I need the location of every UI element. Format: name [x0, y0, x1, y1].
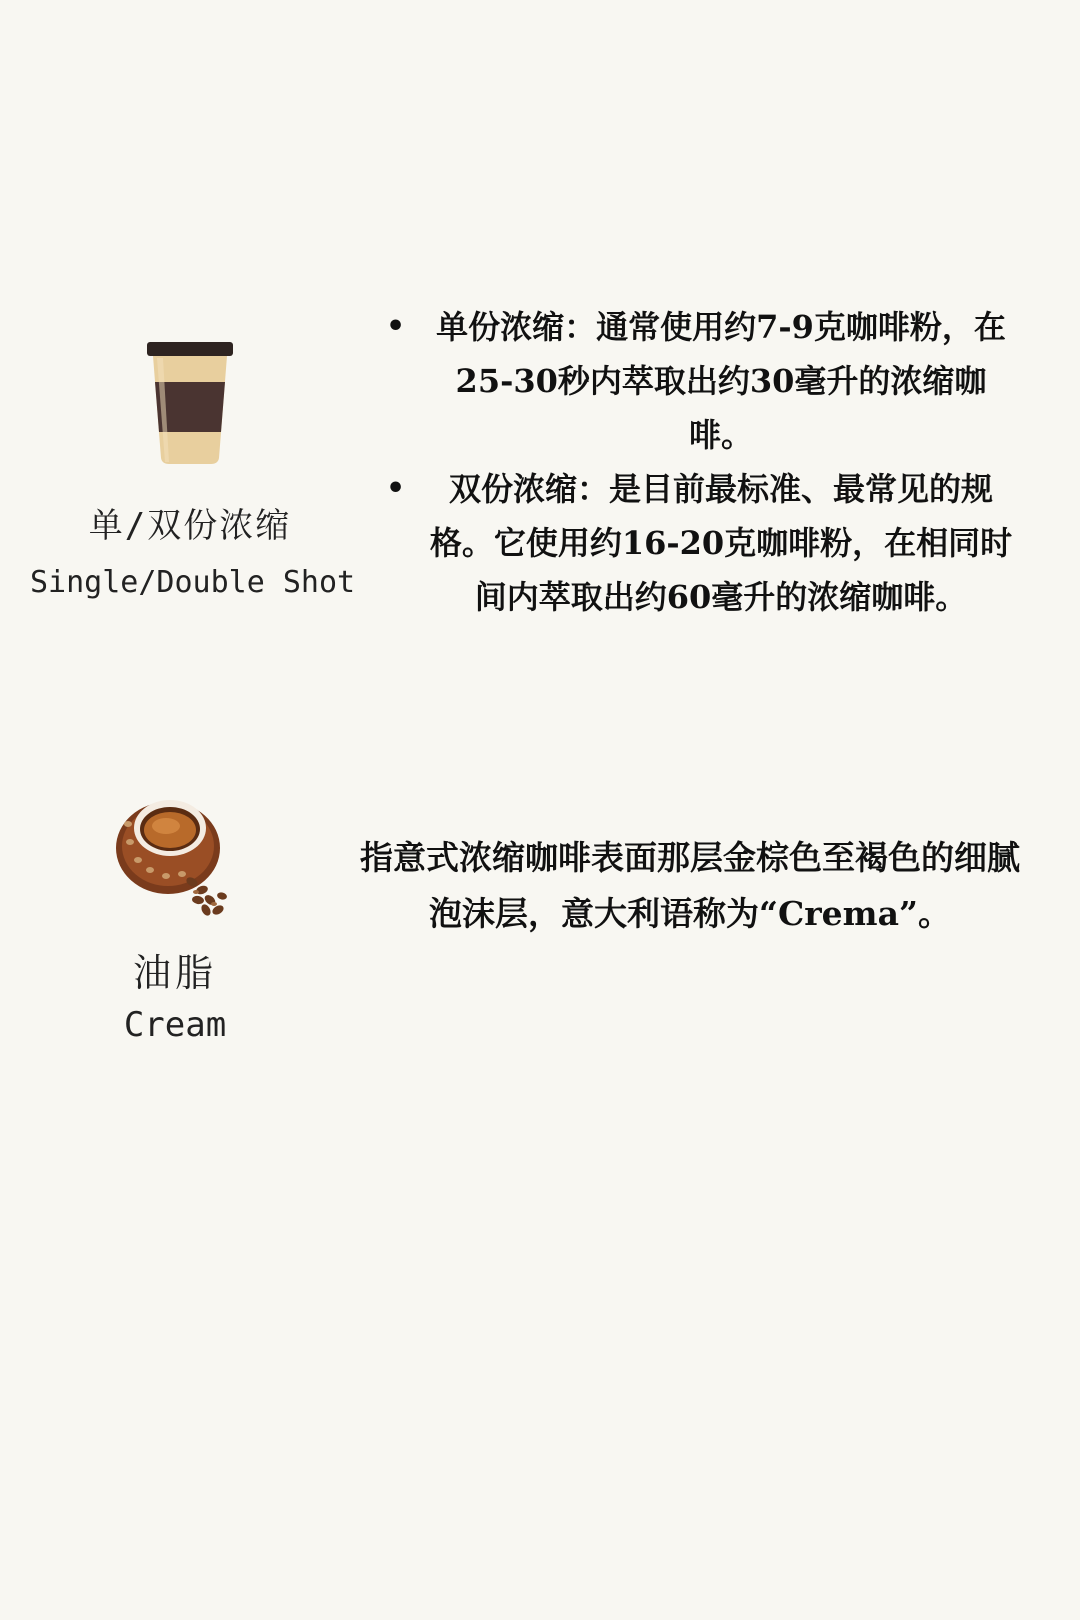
term-description: [378, 300, 1018, 624]
bullet-item: [378, 300, 1018, 462]
term-chinese: 单/双份浓缩: [88, 506, 292, 546]
bullet-text-double-shot: 双份浓缩：是目前最标准、最常见的规格。它使用约16-20克咖啡粉，在相同时间内萃取出约60毫升的浓缩咖啡。: [429, 470, 1013, 616]
coffee-cup-icon: [147, 340, 233, 466]
term-description: 指意式浓缩咖啡表面那层金棕色至褐色的细腻泡沫层，意大利语称为“Crema”。: [360, 838, 1020, 933]
bullet-icon: •: [386, 309, 406, 344]
bullet-icon: •: [386, 471, 406, 506]
glossary-entry-crema: [0, 790, 1080, 1090]
term-chinese: 油脂: [132, 951, 217, 995]
bullet-text-single-shot: 单份浓缩：通常使用约7-9克咖啡粉，在25-30秒内萃取出约30毫升的浓缩咖啡。: [436, 308, 1006, 454]
term-english: Single/Double Shot: [30, 565, 356, 600]
term-english: Cream: [123, 1005, 227, 1045]
glossary-entry-single-double-shot: [0, 300, 1080, 700]
term-block: [30, 340, 356, 600]
bullet-item: [378, 462, 1018, 624]
bullet-list: [378, 300, 1018, 624]
term-block: [80, 790, 270, 1045]
espresso-cup-beans-icon: [110, 790, 240, 920]
